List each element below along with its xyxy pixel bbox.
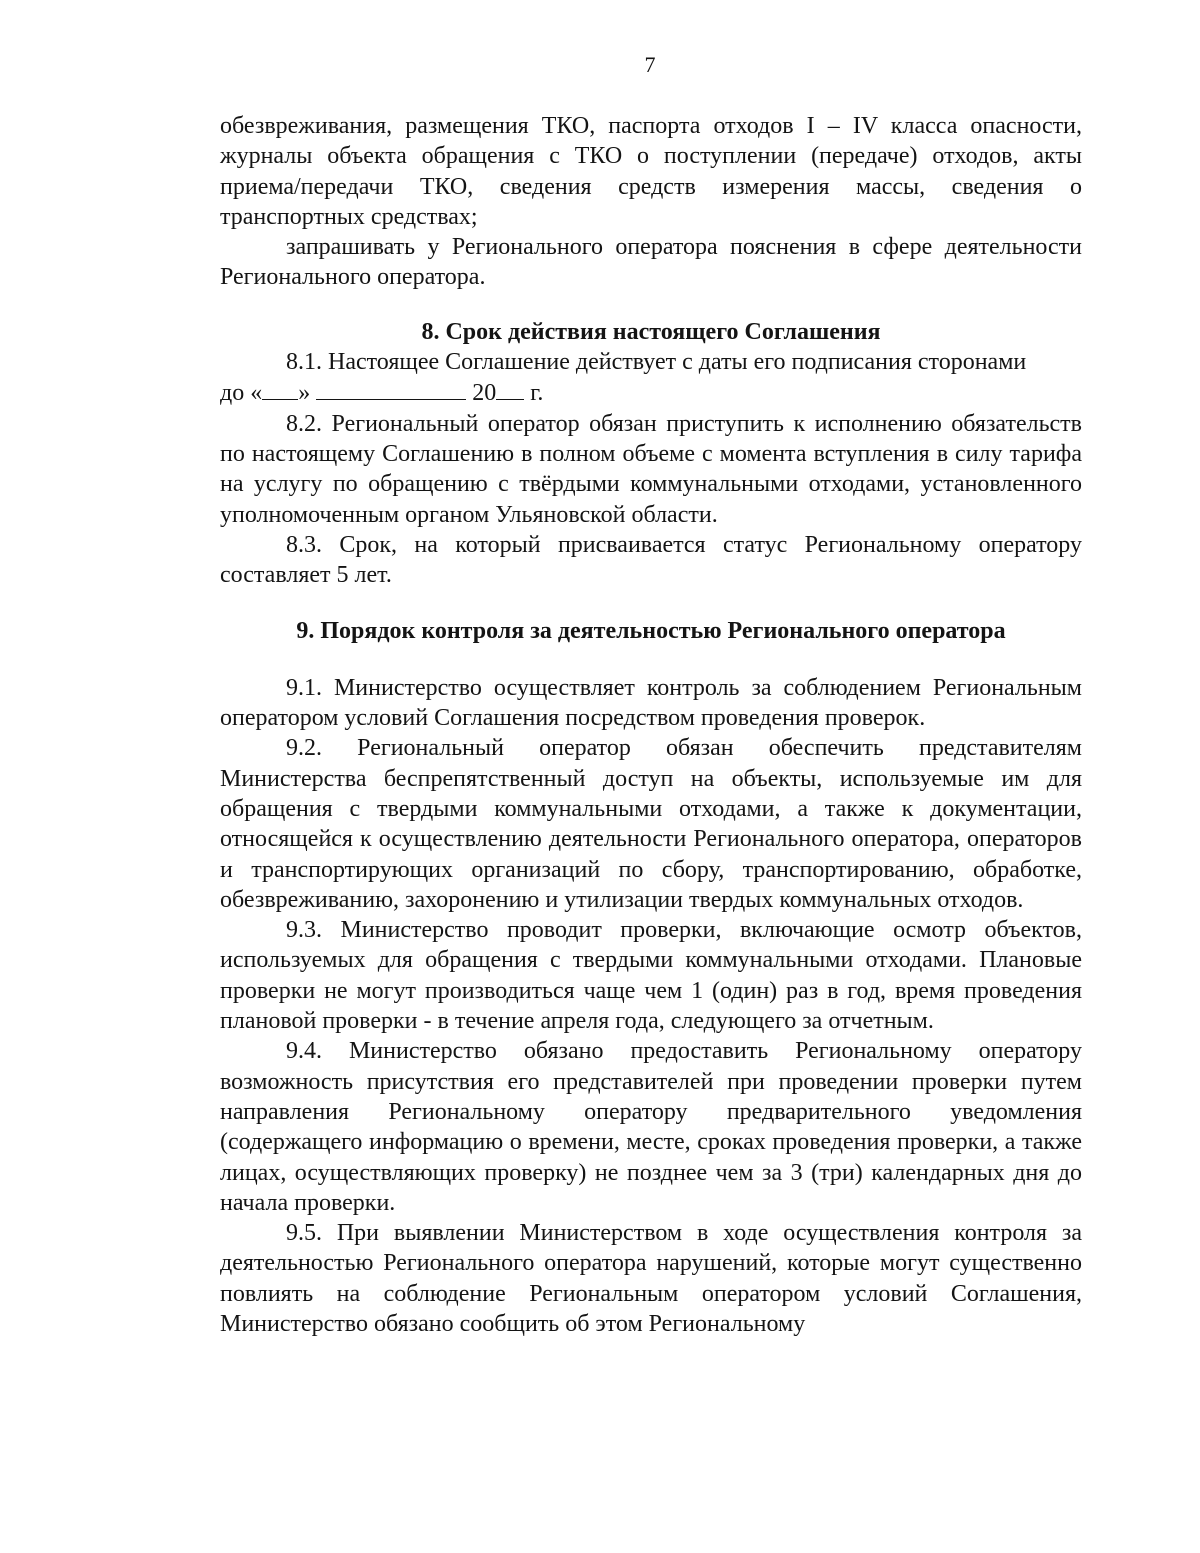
year-suffix: г. xyxy=(524,380,544,407)
clause-9-4: 9.4. Министерство обязано предоставить Региональному оператору возможность присутствия его представителей при проведении проверки путем направления Региональному оператору предварительного уведомления (содержащего информацию о времени, месте, сроках проведения проверки, а также лицах, осуществляющих проверку) не позднее чем за 3 (три) календарных дня до начала проверки. xyxy=(220,1038,1082,1216)
date-prefix: до « xyxy=(220,380,263,407)
clause-8-1-date-line xyxy=(220,377,1082,408)
spacer xyxy=(220,590,1082,616)
spacer xyxy=(220,293,1082,317)
year-prefix: 20 xyxy=(472,380,497,407)
intro-paragraph-request: запрашивать у Регионального оператора пояснения в сфере деятельности Регионального оператора. xyxy=(220,234,1082,291)
spacer xyxy=(220,647,1082,673)
clause-9-3: 9.3. Министерство проводит проверки, включающие осмотр объектов, используемых для обращения с твердыми коммунальными отходами. Плановые проверки не могут производиться чаще чем 1 (один) раз в год, время проведения плановой проверки - в течение апреля года, следующего за отчетным. xyxy=(220,917,1082,1035)
clause-8-1-text: 8.1. Настоящее Соглашение действует с даты его подписания сторонами xyxy=(286,349,1027,376)
clause-8-1 xyxy=(220,347,1082,377)
page-number: 7 xyxy=(644,52,656,77)
clause-9-1: 9.1. Министерство осуществляет контроль за соблюдением Региональным оператором условий Соглашения посредством проведения проверок. xyxy=(220,674,1082,732)
clause-9-5: 9.5. При выявлении Министерством в ходе осуществления контроля за деятельностью Регионального оператора нарушений, которые могут существенно повлиять на соблюдение Региональным оператором условий Соглашения, Министерство обязано сообщить об этом Региональному xyxy=(220,1220,1082,1337)
section-8-heading: 8. Срок действия настоящего Соглашения xyxy=(421,318,881,345)
intro-paragraph-documents: обезвреживания, размещения ТКО, паспорта отходов I – IV класса опасности, журналы объекта обращения с ТКО о поступлении (передаче) отходов, акты приема/передачи ТКО, сведения средств измерения массы, сведения о транспортных средствах; xyxy=(220,113,1082,230)
clause-9-2: 9.2. Региональный оператор обязан обеспечить представителям Министерства беспрепятственный доступ на объекты, используемые им для обращения с твердыми коммунальными отходами, а также к документации, относящейся к осуществлению деятельности Регионального оператора, операторов и транспортирующих организаций по сбору, транспортированию, обработке, обезвреживанию, захоронению и утилизации твердых коммунальных отходов. xyxy=(220,735,1082,913)
clause-8-2: 8.2. Региональный оператор обязан приступить к исполнению обязательств по настоящему Соглашению в полном объеме с момента вступления в силу тарифа на услугу по обращению с твёрдыми коммунальными отходами, установленного уполномоченным органом Ульяновской области. xyxy=(220,410,1082,528)
day-blank xyxy=(262,377,298,400)
date-quote: » xyxy=(298,380,311,407)
clause-8-3: 8.3. Срок, на который присваивается статус Региональному оператору составляет 5 лет. xyxy=(220,531,1082,589)
section-9-heading: 9. Порядок контроля за деятельностью Регионального оператора xyxy=(296,618,1006,645)
document-body xyxy=(220,111,1082,1339)
year-blank xyxy=(496,377,524,400)
month-blank xyxy=(316,377,466,400)
